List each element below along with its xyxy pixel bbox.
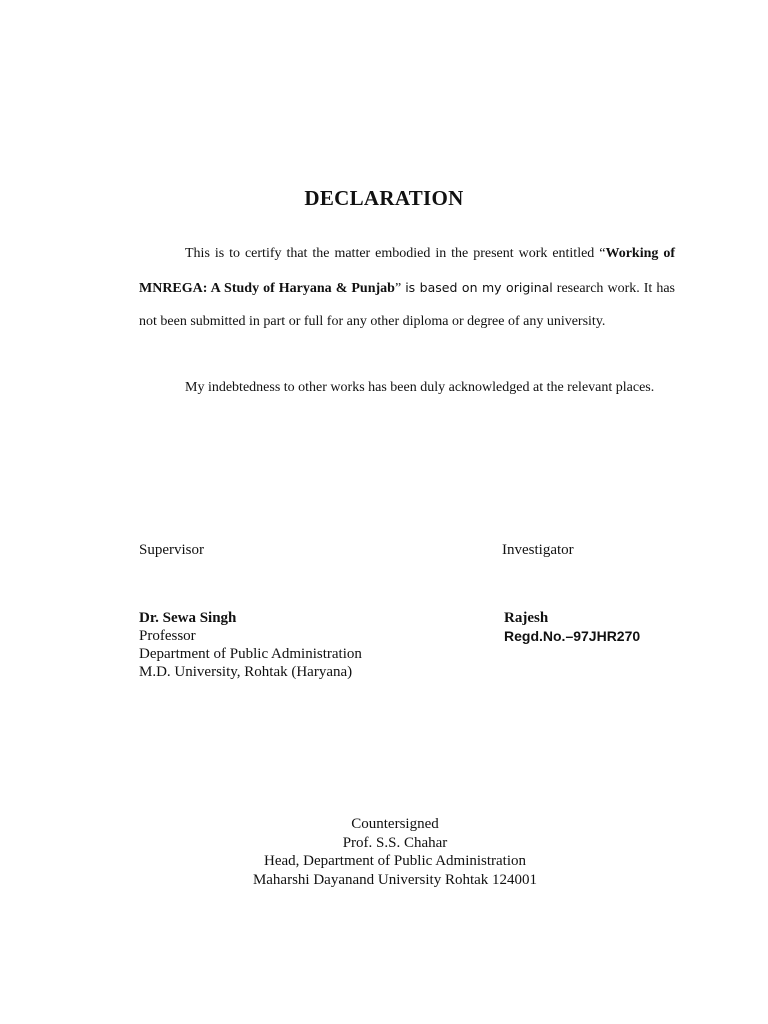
countersigner-university: Maharshi Dayanand University Rohtak 124001	[252, 871, 538, 888]
declaration-text-start: This is to certify that the matter embodied in the present work entitled “	[185, 246, 606, 261]
countersigner-name: Prof. S.S. Chahar	[342, 834, 448, 851]
supervisor-department: Department of Public Administration	[139, 646, 362, 662]
supervisor-signature-block	[139, 609, 362, 681]
supervisor-designation: Professor	[139, 628, 196, 644]
page-title: DECLARATION	[304, 186, 464, 210]
declaration-text-rest: research work. It has not been submitted in part or full for any other diploma or degree of any university.	[139, 280, 675, 329]
countersigned-label: Countersigned	[351, 816, 439, 832]
declaration-paragraph-2: My indebtedness to other works has been duly acknowledged at the relevant places.	[185, 380, 655, 395]
countersigner-designation: Head, Department of Public Administration	[263, 853, 527, 869]
supervisor-university: M.D. University, Rohtak (Haryana)	[139, 664, 353, 680]
investigator-name: Rajesh	[504, 610, 549, 626]
supervisor-label: Supervisor	[139, 542, 204, 558]
investigator-label: Investigator	[502, 542, 574, 558]
investigator-signature-block	[504, 609, 640, 645]
work-title-quote-close: ”	[394, 280, 406, 296]
investigator-regd-no: Regd.No.–97JHR270	[504, 628, 641, 644]
declaration-paragraph-1	[139, 237, 675, 339]
countersigned-block	[0, 815, 768, 889]
supervisor-name: Dr. Sewa Singh	[139, 610, 237, 626]
work-title: Working of MNREGA: A Study of Haryana & Punjab	[139, 246, 675, 296]
declaration-text-sans: is based on my original	[405, 279, 553, 295]
